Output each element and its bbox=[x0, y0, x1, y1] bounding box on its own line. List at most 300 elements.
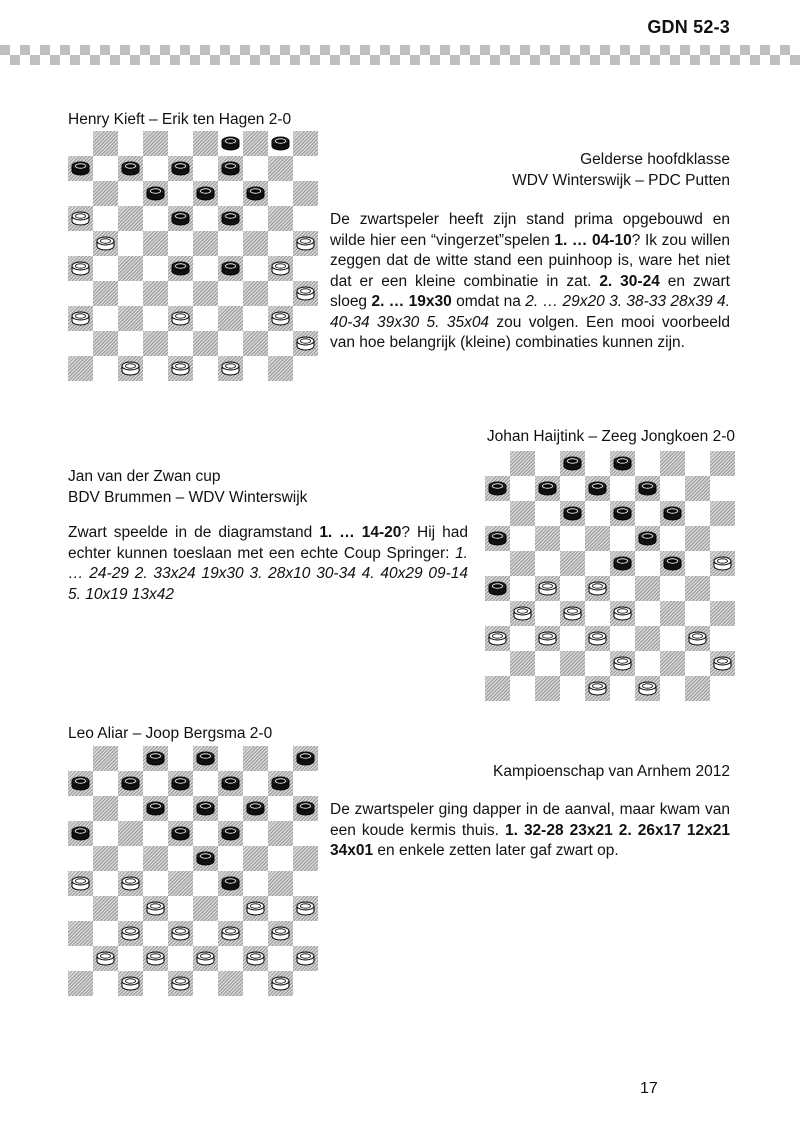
game1-event-line1: Gelderse hoofdklasse bbox=[580, 151, 730, 168]
board-square bbox=[243, 946, 268, 971]
white-piece-icon bbox=[71, 261, 90, 276]
board-square bbox=[118, 971, 143, 996]
white-piece-icon bbox=[221, 926, 240, 941]
board-square bbox=[118, 921, 143, 946]
board-square bbox=[635, 651, 660, 676]
board-square bbox=[560, 451, 585, 476]
board-square bbox=[535, 526, 560, 551]
board-square bbox=[535, 476, 560, 501]
board-square bbox=[143, 821, 168, 846]
board-square bbox=[635, 451, 660, 476]
board-square bbox=[143, 281, 168, 306]
board-square bbox=[293, 306, 318, 331]
board-square bbox=[268, 821, 293, 846]
board-square bbox=[710, 676, 735, 701]
board-square bbox=[93, 921, 118, 946]
board-square bbox=[68, 306, 93, 331]
black-piece-icon bbox=[638, 481, 657, 496]
board-square bbox=[168, 331, 193, 356]
board-square bbox=[193, 921, 218, 946]
move-notation-italic: 1. … 24-29 2. 33x24 19x30 3. 28x10 30-34 4. 40x29 09-14 5. 10x19 13x42 bbox=[68, 544, 468, 603]
board-square bbox=[168, 181, 193, 206]
black-piece-icon bbox=[613, 506, 632, 521]
board-square bbox=[610, 501, 635, 526]
board-square bbox=[635, 526, 660, 551]
board-square bbox=[93, 746, 118, 771]
board-square bbox=[560, 676, 585, 701]
page-header-title: GDN 52-3 bbox=[647, 17, 730, 37]
board-square bbox=[93, 946, 118, 971]
black-piece-icon bbox=[146, 801, 165, 816]
board-square bbox=[218, 971, 243, 996]
black-piece-icon bbox=[171, 211, 190, 226]
black-piece-icon bbox=[171, 261, 190, 276]
board-square bbox=[118, 871, 143, 896]
board-square bbox=[218, 946, 243, 971]
board-square bbox=[585, 576, 610, 601]
board-square bbox=[485, 451, 510, 476]
board-square bbox=[118, 156, 143, 181]
white-piece-icon bbox=[296, 951, 315, 966]
game1-commentary bbox=[330, 210, 730, 354]
board-square bbox=[293, 846, 318, 871]
board-square bbox=[218, 331, 243, 356]
game3-players: Leo Aliar – Joop Bergsma 2-0 bbox=[68, 725, 273, 742]
board-square bbox=[193, 131, 218, 156]
board-square bbox=[218, 846, 243, 871]
board-square bbox=[710, 601, 735, 626]
black-piece-icon bbox=[296, 751, 315, 766]
black-piece-icon bbox=[171, 826, 190, 841]
white-piece-icon bbox=[296, 286, 315, 301]
board-square bbox=[610, 676, 635, 701]
white-piece-icon bbox=[146, 951, 165, 966]
white-piece-icon bbox=[121, 926, 140, 941]
board-square bbox=[93, 256, 118, 281]
board-square bbox=[193, 771, 218, 796]
board-square bbox=[218, 256, 243, 281]
board-square bbox=[610, 526, 635, 551]
white-piece-icon bbox=[296, 236, 315, 251]
commentary-text: en zwart sloeg bbox=[330, 272, 730, 310]
board-square bbox=[143, 306, 168, 331]
board-square bbox=[268, 896, 293, 921]
board-square bbox=[585, 476, 610, 501]
board-square bbox=[118, 181, 143, 206]
board-square bbox=[118, 256, 143, 281]
black-piece-icon bbox=[638, 531, 657, 546]
board-square bbox=[243, 896, 268, 921]
board-square bbox=[535, 576, 560, 601]
board-square bbox=[710, 551, 735, 576]
board-square bbox=[660, 526, 685, 551]
black-piece-icon bbox=[246, 801, 265, 816]
board-square bbox=[143, 356, 168, 381]
board-square bbox=[685, 501, 710, 526]
board-square bbox=[68, 231, 93, 256]
board-square bbox=[485, 651, 510, 676]
board-square bbox=[93, 821, 118, 846]
board-square bbox=[118, 131, 143, 156]
board-square bbox=[93, 971, 118, 996]
board-square bbox=[68, 896, 93, 921]
board-square bbox=[485, 601, 510, 626]
board-square bbox=[660, 551, 685, 576]
board-square bbox=[243, 871, 268, 896]
board-square bbox=[510, 601, 535, 626]
board-square bbox=[143, 946, 168, 971]
board-square bbox=[610, 551, 635, 576]
board-square bbox=[268, 871, 293, 896]
commentary-text: en enkele zetten later gaf zwart op. bbox=[373, 842, 619, 859]
board-square bbox=[193, 896, 218, 921]
board-square bbox=[710, 476, 735, 501]
board-square bbox=[193, 156, 218, 181]
board-square bbox=[168, 896, 193, 921]
board-square bbox=[635, 626, 660, 651]
board-square bbox=[535, 626, 560, 651]
board-square bbox=[293, 971, 318, 996]
board-square bbox=[268, 306, 293, 331]
board-square bbox=[143, 231, 168, 256]
board-square bbox=[68, 181, 93, 206]
black-piece-icon bbox=[296, 801, 315, 816]
black-piece-icon bbox=[146, 186, 165, 201]
board-square bbox=[293, 331, 318, 356]
board-square bbox=[243, 231, 268, 256]
board-square bbox=[68, 846, 93, 871]
board-square bbox=[218, 771, 243, 796]
board-square bbox=[93, 331, 118, 356]
board-square bbox=[293, 771, 318, 796]
board-square bbox=[68, 771, 93, 796]
board-square bbox=[243, 206, 268, 231]
white-piece-icon bbox=[171, 311, 190, 326]
board-square bbox=[710, 651, 735, 676]
board-square bbox=[118, 231, 143, 256]
white-piece-icon bbox=[271, 261, 290, 276]
page-number: 17 bbox=[640, 1080, 658, 1097]
board-square bbox=[710, 451, 735, 476]
board-square bbox=[243, 156, 268, 181]
board-square bbox=[193, 746, 218, 771]
board-square bbox=[485, 576, 510, 601]
board-square bbox=[118, 846, 143, 871]
board-square bbox=[293, 281, 318, 306]
board-square bbox=[535, 651, 560, 676]
board-square bbox=[293, 206, 318, 231]
board-square bbox=[560, 551, 585, 576]
move-notation-bold: 1. … 14-20 bbox=[319, 524, 402, 541]
white-piece-icon bbox=[588, 681, 607, 696]
board-square bbox=[243, 846, 268, 871]
white-piece-icon bbox=[221, 361, 240, 376]
board-square bbox=[118, 281, 143, 306]
white-piece-icon bbox=[146, 901, 165, 916]
board-square bbox=[168, 971, 193, 996]
board-square bbox=[243, 256, 268, 281]
white-piece-icon bbox=[613, 606, 632, 621]
white-piece-icon bbox=[71, 311, 90, 326]
board-square bbox=[193, 331, 218, 356]
board-square bbox=[485, 676, 510, 701]
board-square bbox=[610, 451, 635, 476]
board-square bbox=[243, 971, 268, 996]
commentary-text: omdat na bbox=[451, 293, 526, 310]
board-square bbox=[510, 451, 535, 476]
board-square bbox=[143, 256, 168, 281]
board-square bbox=[218, 231, 243, 256]
board-square bbox=[585, 651, 610, 676]
board-square bbox=[585, 451, 610, 476]
board-square bbox=[293, 796, 318, 821]
black-piece-icon bbox=[488, 531, 507, 546]
game1-players: Henry Kieft – Erik ten Hagen 2-0 bbox=[68, 111, 292, 128]
board-square bbox=[193, 821, 218, 846]
board-square bbox=[118, 206, 143, 231]
black-piece-icon bbox=[221, 776, 240, 791]
board-square bbox=[218, 796, 243, 821]
board-square bbox=[118, 331, 143, 356]
board-square bbox=[485, 501, 510, 526]
game2-board bbox=[485, 451, 735, 701]
board-square bbox=[268, 156, 293, 181]
board-square bbox=[193, 256, 218, 281]
board-square bbox=[118, 896, 143, 921]
board-square bbox=[218, 871, 243, 896]
board-square bbox=[168, 771, 193, 796]
white-piece-icon bbox=[171, 361, 190, 376]
board-square bbox=[218, 921, 243, 946]
move-notation-bold: 1. … 04-10 bbox=[554, 231, 632, 249]
board-square bbox=[118, 771, 143, 796]
board-square bbox=[660, 651, 685, 676]
board-square bbox=[93, 356, 118, 381]
board-square bbox=[143, 181, 168, 206]
board-square bbox=[68, 796, 93, 821]
board-square bbox=[585, 601, 610, 626]
board-square bbox=[193, 281, 218, 306]
board-square bbox=[685, 551, 710, 576]
board-square bbox=[268, 281, 293, 306]
board-square bbox=[293, 356, 318, 381]
white-piece-icon bbox=[246, 901, 265, 916]
board-square bbox=[93, 871, 118, 896]
board-square bbox=[293, 131, 318, 156]
board-square bbox=[510, 476, 535, 501]
board-square bbox=[168, 156, 193, 181]
white-piece-icon bbox=[688, 631, 707, 646]
board-square bbox=[118, 356, 143, 381]
board-square bbox=[560, 651, 585, 676]
board-square bbox=[143, 796, 168, 821]
board-square bbox=[685, 676, 710, 701]
board-square bbox=[560, 626, 585, 651]
board-square bbox=[685, 601, 710, 626]
black-piece-icon bbox=[171, 776, 190, 791]
white-piece-icon bbox=[121, 361, 140, 376]
board-square bbox=[193, 356, 218, 381]
board-square bbox=[560, 476, 585, 501]
move-notation-bold: 2. 30-24 bbox=[599, 272, 660, 290]
board-square bbox=[118, 821, 143, 846]
board-square bbox=[68, 946, 93, 971]
board-square bbox=[510, 576, 535, 601]
commentary-text: ? Hij had echter kunnen toeslaan met een echte Coup Springer: bbox=[68, 524, 468, 562]
commentary-text: ? Ik zou willen zeggen dat de witte stand een puinhoop is, ware het niet dat er een kleine combinatie in zat. bbox=[330, 231, 730, 290]
white-piece-icon bbox=[513, 606, 532, 621]
board-square bbox=[143, 746, 168, 771]
black-piece-icon bbox=[121, 161, 140, 176]
black-piece-icon bbox=[71, 161, 90, 176]
board-square bbox=[193, 231, 218, 256]
board-square bbox=[168, 306, 193, 331]
board-square bbox=[610, 476, 635, 501]
board-square bbox=[218, 206, 243, 231]
move-notation-bold: 1. 32-28 23x21 2. 26x17 12x21 34x01 bbox=[330, 821, 730, 859]
black-piece-icon bbox=[196, 851, 215, 866]
commentary-text: Zwart speelde in de diagramstand bbox=[68, 524, 320, 541]
board-square bbox=[293, 181, 318, 206]
board-square bbox=[560, 501, 585, 526]
game1-board bbox=[68, 131, 318, 381]
board-square bbox=[660, 476, 685, 501]
black-piece-icon bbox=[171, 161, 190, 176]
board-square bbox=[293, 156, 318, 181]
board-square bbox=[685, 651, 710, 676]
white-piece-icon bbox=[296, 901, 315, 916]
board-square bbox=[268, 181, 293, 206]
board-square bbox=[68, 871, 93, 896]
white-piece-icon bbox=[638, 681, 657, 696]
black-piece-icon bbox=[221, 261, 240, 276]
board-square bbox=[68, 156, 93, 181]
board-square bbox=[93, 846, 118, 871]
white-piece-icon bbox=[171, 976, 190, 991]
white-piece-icon bbox=[71, 876, 90, 891]
board-square bbox=[268, 131, 293, 156]
board-square bbox=[68, 331, 93, 356]
commentary-text: De zwartspeler heeft zijn stand prima opgebouwd en wilde hier een “vingerzet”spelen bbox=[330, 211, 730, 249]
board-square bbox=[68, 746, 93, 771]
board-square bbox=[143, 771, 168, 796]
commentary-text: De zwartspeler ging dapper in de aanval, maar kwam van een koude kermis thuis. bbox=[330, 801, 730, 839]
board-square bbox=[510, 651, 535, 676]
board-square bbox=[710, 626, 735, 651]
board-square bbox=[68, 356, 93, 381]
game2-players: Johan Haijtink – Zeeg Jongkoen 2-0 bbox=[486, 428, 735, 445]
board-square bbox=[218, 281, 243, 306]
black-piece-icon bbox=[221, 136, 240, 151]
white-piece-icon bbox=[613, 656, 632, 671]
white-piece-icon bbox=[171, 926, 190, 941]
board-square bbox=[143, 156, 168, 181]
board-square bbox=[93, 796, 118, 821]
board-square bbox=[510, 626, 535, 651]
game3-board bbox=[68, 746, 318, 996]
board-square bbox=[510, 526, 535, 551]
board-square bbox=[660, 576, 685, 601]
board-square bbox=[585, 626, 610, 651]
board-square bbox=[510, 551, 535, 576]
board-square bbox=[193, 796, 218, 821]
board-square bbox=[268, 746, 293, 771]
board-square bbox=[268, 946, 293, 971]
board-square bbox=[660, 601, 685, 626]
commentary-text: zou volgen. Een mooi voorbeeld van hoe belangrijk (kleine) combinaties kunnen zijn. bbox=[330, 313, 730, 351]
white-piece-icon bbox=[96, 236, 115, 251]
board-square bbox=[685, 451, 710, 476]
board-square bbox=[93, 156, 118, 181]
black-piece-icon bbox=[71, 826, 90, 841]
board-square bbox=[168, 746, 193, 771]
board-square bbox=[685, 626, 710, 651]
board-square bbox=[268, 796, 293, 821]
checkered-header-stripe bbox=[0, 45, 800, 65]
board-square bbox=[485, 526, 510, 551]
board-square bbox=[268, 356, 293, 381]
board-square bbox=[243, 181, 268, 206]
game1-event-line2: WDV Winterswijk – PDC Putten bbox=[512, 171, 730, 189]
board-square bbox=[610, 651, 635, 676]
board-square bbox=[93, 306, 118, 331]
board-square bbox=[268, 206, 293, 231]
board-square bbox=[93, 206, 118, 231]
board-square bbox=[685, 526, 710, 551]
board-square bbox=[143, 131, 168, 156]
board-square bbox=[535, 551, 560, 576]
game2-event-line1: Jan van der Zwan cup bbox=[68, 468, 221, 485]
board-square bbox=[218, 181, 243, 206]
board-square bbox=[685, 476, 710, 501]
board-square bbox=[118, 306, 143, 331]
board-square bbox=[243, 746, 268, 771]
black-piece-icon bbox=[221, 826, 240, 841]
board-square bbox=[243, 921, 268, 946]
white-piece-icon bbox=[121, 976, 140, 991]
board-square bbox=[635, 601, 660, 626]
board-square bbox=[510, 501, 535, 526]
board-square bbox=[585, 526, 610, 551]
board-square bbox=[293, 871, 318, 896]
board-square bbox=[118, 746, 143, 771]
board-square bbox=[193, 846, 218, 871]
board-square bbox=[68, 821, 93, 846]
white-piece-icon bbox=[196, 951, 215, 966]
black-piece-icon bbox=[196, 751, 215, 766]
white-piece-icon bbox=[271, 926, 290, 941]
board-square bbox=[293, 256, 318, 281]
board-square bbox=[710, 501, 735, 526]
board-square bbox=[243, 356, 268, 381]
white-piece-icon bbox=[588, 581, 607, 596]
board-square bbox=[93, 131, 118, 156]
board-square bbox=[193, 206, 218, 231]
white-piece-icon bbox=[538, 631, 557, 646]
board-square bbox=[168, 946, 193, 971]
white-piece-icon bbox=[538, 581, 557, 596]
white-piece-icon bbox=[488, 631, 507, 646]
black-piece-icon bbox=[488, 581, 507, 596]
board-square bbox=[143, 971, 168, 996]
board-square bbox=[168, 231, 193, 256]
white-piece-icon bbox=[588, 631, 607, 646]
board-square bbox=[218, 131, 243, 156]
board-square bbox=[268, 971, 293, 996]
board-square bbox=[68, 921, 93, 946]
black-piece-icon bbox=[71, 776, 90, 791]
board-square bbox=[143, 206, 168, 231]
